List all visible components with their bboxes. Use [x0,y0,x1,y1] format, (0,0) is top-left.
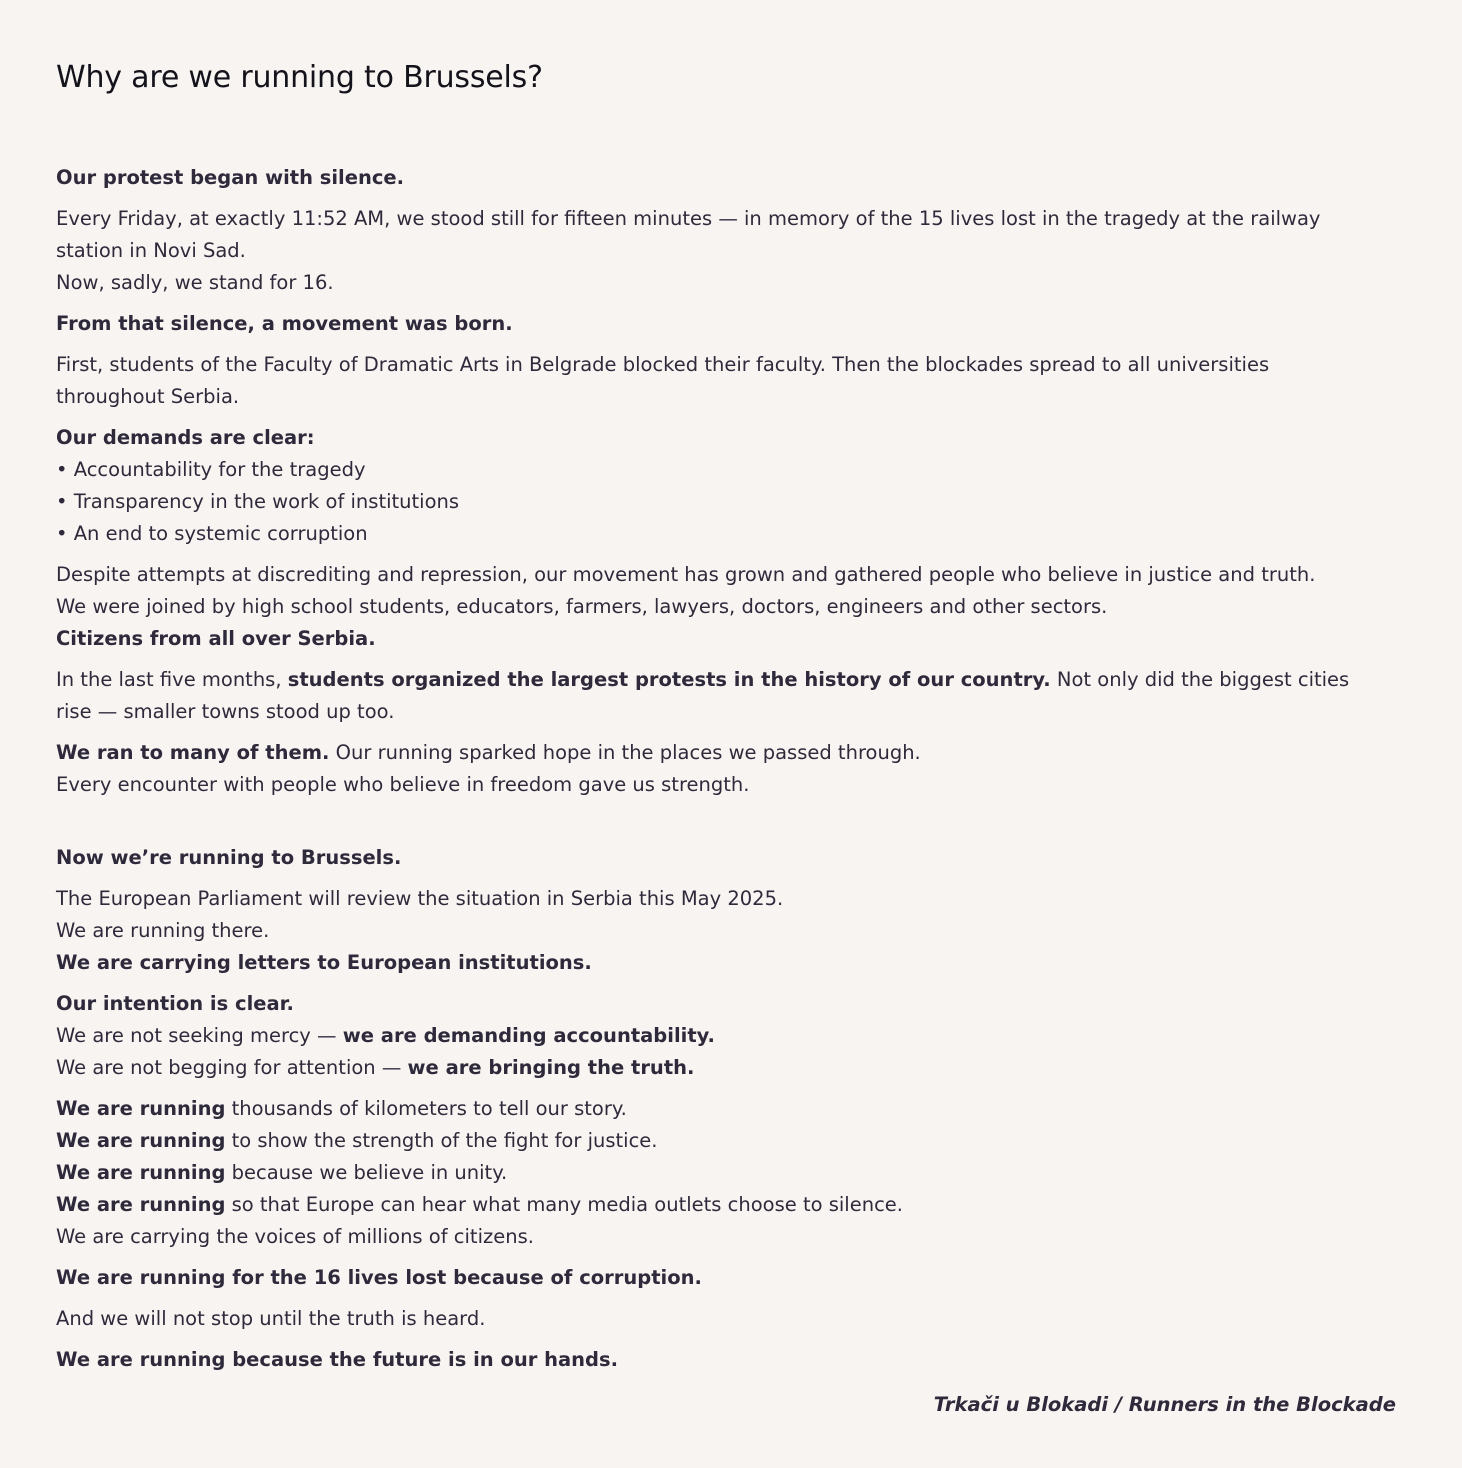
section-heading-intention: Our intention is clear. [56,992,294,1015]
paragraph-line [56,1157,1406,1189]
emphasis-line: Citizens from all over Serbia. [56,627,376,650]
paragraph-line: rise — smaller towns stood up too. [56,700,395,723]
paragraph-line: Every encounter with people who believe in freedom gave us strength. [56,773,750,796]
paragraph-line: We are running there. [56,919,270,942]
text-run: so that Europe can hear what many media outlets choose to silence. [225,1193,903,1216]
paragraph-line [56,1052,1406,1084]
emphasis-run: We are running [56,1161,226,1184]
paragraph-line [56,1189,1406,1221]
emphasis-line: We are carrying letters to European institutions. [56,951,592,974]
article-body [56,162,1406,1376]
section-heading-silence: Our protest began with silence. [56,166,405,189]
demand-list-item: • An end to systemic corruption [56,522,368,545]
text-run: Not only did the biggest cities [1050,668,1350,691]
text-run: In the last five months, [56,668,288,691]
emphasis-run: We are running [56,1193,226,1216]
demand-list-item: • Transparency in the work of institutions [56,490,460,513]
text-run: thousands of kilometers to tell our story. [225,1097,627,1120]
paragraph-line: station in Novi Sad. [56,239,246,262]
paragraph-line [56,1093,1406,1125]
emphasis-run: students organized the largest protests in the history of our country. [287,668,1051,691]
paragraph-line: The European Parliament will review the situation in Serbia this May 2025. [56,887,784,910]
paragraph-line: Every Friday, at exactly 11:52 AM, we stood still for fifteen minutes — in memory of the 15 lives lost in the tragedy at the railway [56,207,1321,230]
paragraph-line [56,737,1406,769]
paragraph-line: throughout Serbia. [56,385,240,408]
paragraph-line: We are carrying the voices of millions of citizens. [56,1225,534,1248]
text-run: Our running sparked hope in the places we passed through. [329,741,921,764]
demand-list-item: • Accountability for the tragedy [56,458,366,481]
demands-heading: Our demands are clear: [56,426,315,449]
paragraph-line: Now, sadly, we stand for 16. [56,271,334,294]
section-heading-brussels: Now we’re running to Brussels. [56,846,402,869]
text-run: We are not begging for attention — [56,1056,408,1079]
emphasis-run: We are running [56,1129,226,1152]
emphasis-line: We are running for the 16 lives lost because of corruption. [56,1266,702,1289]
paragraph-line [56,1020,1406,1052]
paragraph-line: We were joined by high school students, educators, farmers, lawyers, doctors, engineers and other sectors. [56,595,1108,618]
emphasis-run: we are bringing the truth. [407,1056,695,1079]
paragraph-line [56,1125,1406,1157]
text-run: to show the strength of the fight for justice. [225,1129,658,1152]
emphasis-run: We ran to many of them. [56,741,330,764]
emphasis-run: we are demanding accountability. [342,1024,715,1047]
emphasis-run: We are running [56,1097,226,1120]
signature: Trkači u Blokadi / Runners in the Blockade [933,1393,1396,1416]
paragraph-line [56,664,1406,696]
text-run: We are not seeking mercy — [56,1024,343,1047]
paragraph-line: And we will not stop until the truth is heard. [56,1307,486,1330]
paragraph-line: First, students of the Faculty of Dramatic Arts in Belgrade blocked their faculty. Then the blockades spread to all universities [56,353,1270,376]
emphasis-line: We are running because the future is in our hands. [56,1348,619,1371]
text-run: because we believe in unity. [225,1161,508,1184]
page-title: Why are we running to Brussels? [56,60,543,95]
paragraph-line: Despite attempts at discrediting and repression, our movement has grown and gathered people who believe in justice and truth. [56,563,1316,586]
section-heading-movement: From that silence, a movement was born. [56,312,513,335]
